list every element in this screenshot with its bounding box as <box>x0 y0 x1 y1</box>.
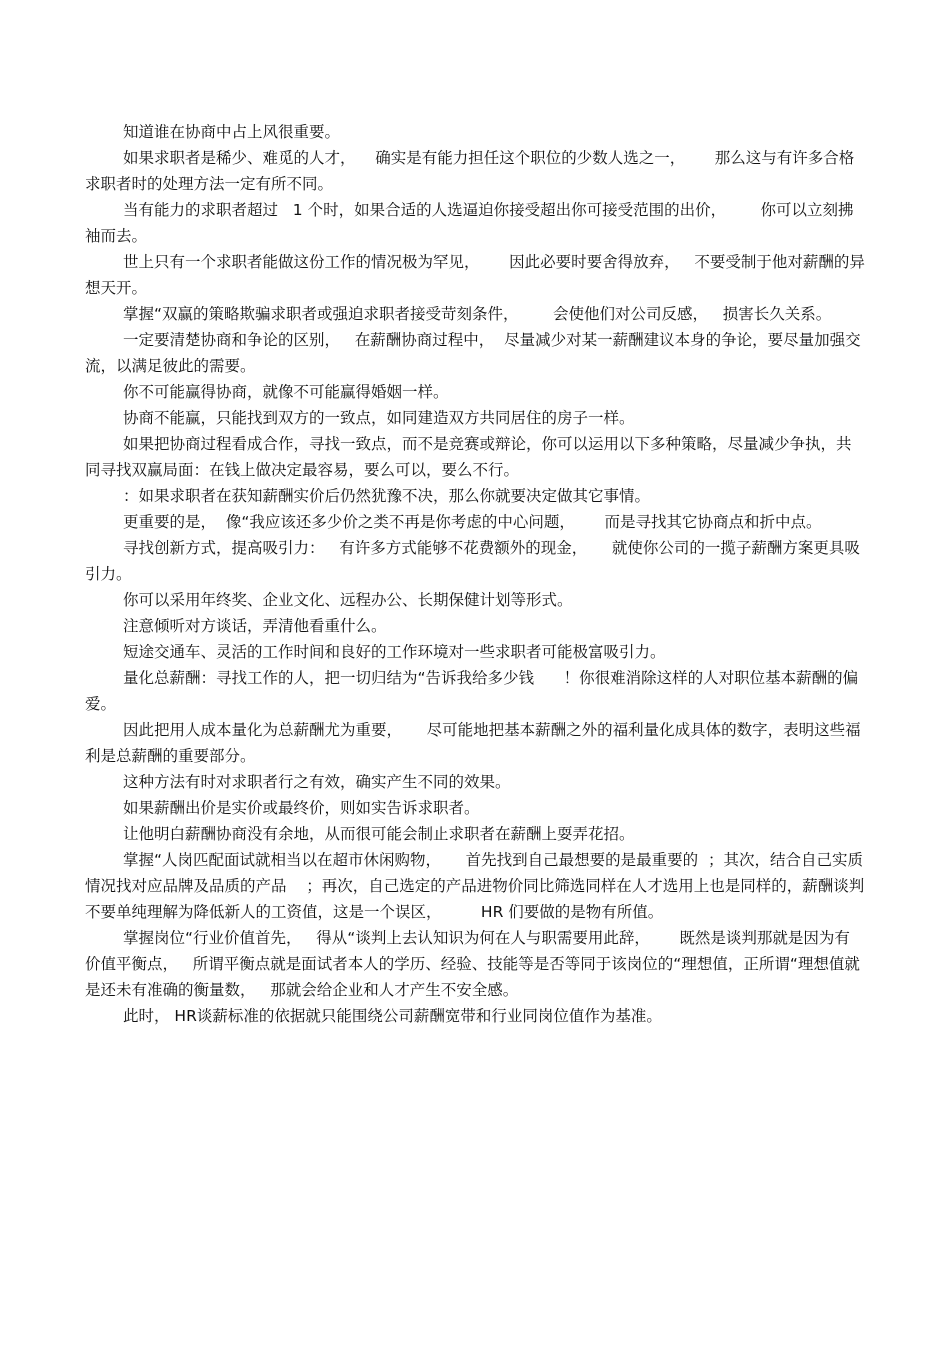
paragraph: 如果求职者是稀少、难觅的人才， 确实是有能力担任这个职位的少数人选之一， 那么这与有许多合格求职者时的处理方法一定有所不同。 <box>85 149 855 193</box>
paragraph: 你可以采用年终奖、企业文化、远程办公、长期保健计划等形式。 <box>123 591 573 609</box>
paragraph: 寻找创新方式，提高吸引力： 有许多方式能够不花费额外的现金， 就使你公司的一揽子薪酬方案更具吸引力。 <box>85 539 860 583</box>
paragraph: 一定要清楚协商和争论的区别， 在薪酬协商过程中， 尽量减少对某一薪酬建议本身的争论，要尽量加强交流，以满足彼此的需要。 <box>85 331 861 375</box>
paragraph: 注意倾听对方谈话，弄清他看重什么。 <box>123 617 387 635</box>
paragraph: 世上只有一个求职者能做这份工作的情况极为罕见， 因此必要时要舍得放弃， 不要受制于他对薪酬的异想天开。 <box>85 253 865 297</box>
paragraph: 让他明白薪酬协商没有余地，从而很可能会制止求职者在薪酬上耍弄花招。 <box>123 825 635 843</box>
paragraph: 因此把用人成本量化为总薪酬尤为重要， 尽可能地把基本薪酬之外的福利量化成具体的数字，表明这些福利是总薪酬的重要部分。 <box>85 721 861 765</box>
paragraph: 更重要的是， 像“我应该还多少价之类不再是你考虑的中心问题， 而是寻找其它协商点和折中点。 <box>123 513 822 531</box>
paragraph: 量化总薪酬：寻找工作的人，把一切归结为“告诉我给多少钱 ！你很难消除这样的人对职位基本薪酬的偏爱。 <box>85 669 859 713</box>
paragraph: 你不可能赢得协商，就像不可能赢得婚姻一样。 <box>123 383 449 401</box>
paragraph: ：如果求职者在获知薪酬实价后仍然犹豫不决，那么你就要决定做其它事情。 <box>123 487 651 505</box>
paragraph: 当有能力的求职者超过 1 个时，如果合适的人选逼迫你接受超出你可接受范围的出价， 你可以立刻拂袖而去。 <box>85 201 854 245</box>
paragraph: 协商不能赢，只能找到双方的一致点，如同建造双方共同居住的房子一样。 <box>123 409 635 427</box>
paragraph: 掌握“双赢的策略欺骗求职者或强迫求职者接受苛刻条件， 会使他们对公司反感， 损害长久关系。 <box>123 305 832 323</box>
paragraph: 知道谁在协商中占上风很重要。 <box>123 123 341 141</box>
paragraph: 如果薪酬出价是实价或最终价，则如实告诉求职者。 <box>123 799 480 817</box>
paragraph: 这种方法有时对求职者行之有效，确实产生不同的效果。 <box>123 773 511 791</box>
paragraph: 掌握“人岗匹配面试就相当以在超市休闲购物， 首先找到自己最想要的是最重要的 ；其次，结合自己实质情况找对应品牌及品质的产品 ；再次，自己选定的产品进物价同比筛选同样在人才选用上也是同样的，薪酬谈判不要单纯理解为降低新人的工资值，这是一个误区， HR 们要做的是物有所值。 <box>85 851 865 921</box>
paragraph: 短途交通车、灵活的工作时间和良好的工作环境对一些求职者可能极富吸引力。 <box>123 643 666 661</box>
paragraph: 掌握岗位“行业价值首先， 得从“谈判上去认知识为何在人与职需要用此辞， 既然是谈判那就是因为有价值平衡点， 所谓平衡点就是面试者本人的学历、经验、技能等是否等同于该岗位的“理想值，正所谓“理想值就是还未有准确的衡量数， 那就会给企业和人才产生不安全感。 <box>85 929 860 999</box>
paragraph: 此时， HR谈薪标准的依据就只能围绕公司薪酬宽带和行业同岗位值作为基准。 <box>123 1007 662 1025</box>
paragraph: 如果把协商过程看成合作，寻找一致点，而不是竞赛或辩论，你可以运用以下多种策略，尽量减少争执，共同寻找双赢局面：在钱上做决定最容易，要么可以，要么不行。 <box>85 435 852 479</box>
document-body <box>85 119 865 1029</box>
